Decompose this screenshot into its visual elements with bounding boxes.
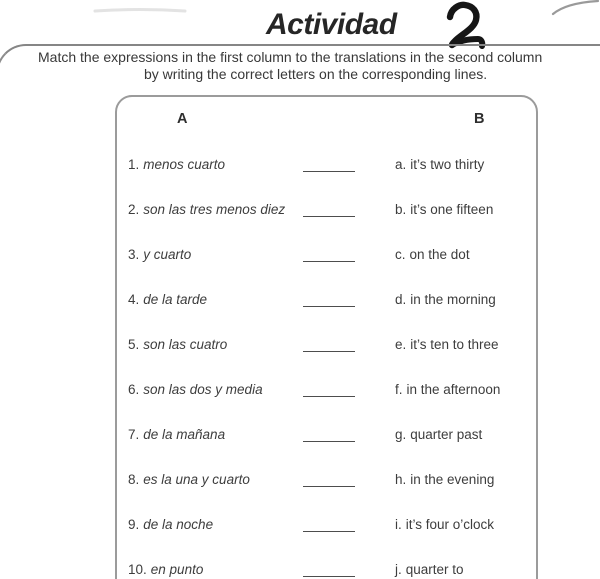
english-translation: a. it’s two thirty	[395, 157, 485, 172]
match-row-8	[117, 472, 536, 490]
answer-blank-2[interactable]	[303, 215, 355, 217]
answer-blank-10[interactable]	[303, 575, 355, 577]
spanish-expression: 9. de la noche	[128, 517, 214, 532]
spanish-expression: 10. en punto	[128, 562, 204, 577]
instructions-line2: by writing the correct letters on the corresponding lines.	[144, 66, 488, 82]
english-translation: e. it’s ten to three	[395, 337, 499, 352]
match-row-1	[117, 157, 536, 175]
answer-blank-4[interactable]	[303, 305, 355, 307]
activity-number	[0, 0, 1, 1]
english-translation: h. in the evening	[395, 472, 495, 487]
faint-smudge	[95, 10, 185, 12]
answer-blank-5[interactable]	[303, 350, 355, 352]
spanish-expression: 7. de la mañana	[128, 427, 226, 442]
english-translation: f. in the afternoon	[395, 382, 501, 397]
handwritten-number-2-icon	[450, 5, 482, 46]
english-translation: d. in the morning	[395, 292, 496, 307]
spanish-expression: 3. y cuarto	[128, 247, 192, 262]
match-row-4	[117, 292, 536, 310]
match-row-10	[117, 562, 536, 579]
answer-blank-7[interactable]	[303, 440, 355, 442]
spanish-expression: 8. es la una y cuarto	[128, 472, 250, 487]
spanish-expression: 6. son las dos y media	[128, 382, 263, 397]
english-translation: i. it’s four o’clock	[395, 517, 495, 532]
english-translation: c. on the dot	[395, 247, 470, 262]
match-row-2	[117, 202, 536, 220]
english-translation: g. quarter past	[395, 427, 483, 442]
matching-exercise-panel	[115, 95, 538, 579]
spanish-expression: 5. son las cuatro	[128, 337, 228, 352]
match-row-5	[117, 337, 536, 355]
match-row-3	[117, 247, 536, 265]
answer-blank-6[interactable]	[303, 395, 355, 397]
corner-arc	[553, 1, 598, 14]
match-row-6	[117, 382, 536, 400]
answer-blank-9[interactable]	[303, 530, 355, 532]
answer-blank-3[interactable]	[303, 260, 355, 262]
column-a-header: A	[177, 111, 188, 127]
answer-blank-1[interactable]	[303, 170, 355, 172]
instructions-line1: Match the expressions in the first column to the translations in the second column	[38, 49, 543, 65]
match-row-9	[117, 517, 536, 535]
answer-blank-8[interactable]	[303, 485, 355, 487]
spanish-expression: 2. son las tres menos diez	[128, 202, 286, 217]
english-translation: j. quarter to	[395, 562, 464, 577]
english-translation: b. it’s one fifteen	[395, 202, 494, 217]
page-title: Actividad	[266, 8, 397, 41]
column-b-header: B	[474, 111, 485, 127]
spanish-expression: 1. menos cuarto	[128, 157, 226, 172]
match-row-7	[117, 427, 536, 445]
spanish-expression: 4. de la tarde	[128, 292, 208, 307]
